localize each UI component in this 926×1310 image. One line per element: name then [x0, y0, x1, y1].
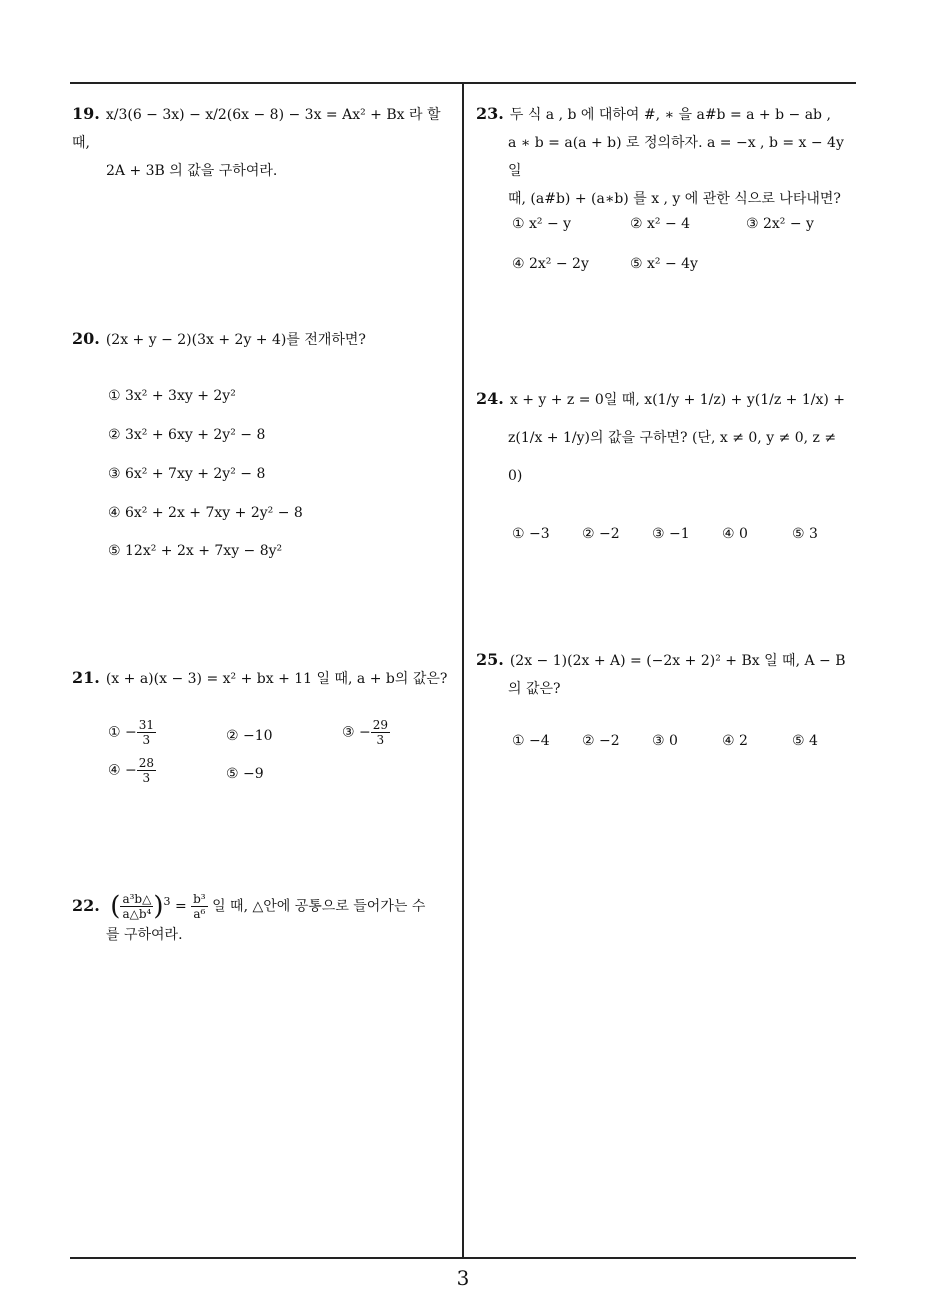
numerator: b³ — [193, 892, 206, 907]
option-2[interactable]: ② −10 — [226, 728, 273, 744]
question-stem-line3: 때, (a#b) + (a∗b) 를 x , y 에 관한 식으로 나타내면? — [508, 191, 841, 207]
numerator: 31 — [138, 718, 155, 732]
question-number: 20. — [72, 329, 100, 348]
option-mark: ③ − — [342, 724, 371, 741]
left-paren: ( — [110, 891, 121, 922]
question-stem-line2: 를 구하여라. — [106, 927, 183, 944]
option-4[interactable] — [108, 756, 156, 785]
question-19 — [72, 100, 456, 185]
lhs-fraction — [120, 892, 153, 921]
question-stem-line3: 0) — [508, 468, 523, 484]
question-stem: (2x + y − 2)(3x + 2y + 4)를 전개하면? — [105, 332, 366, 348]
option-3[interactable]: ③ 6x² + 7xy + 2y² − 8 — [108, 466, 266, 482]
question-stem: (x + a)(x − 3) = x² + bx + 11 일 때, a + b의 값은? — [105, 671, 448, 687]
question-stem-line2: a ∗ b = a(a + b) 로 정의하자. a = −x , b = x − 4y 일 — [508, 135, 844, 179]
option-3[interactable]: ③ −1 — [652, 526, 690, 542]
question-24 — [476, 380, 860, 495]
denominator: 3 — [142, 771, 151, 785]
option-3[interactable] — [342, 718, 390, 747]
option-mark: ④ − — [108, 762, 137, 779]
rhs-fraction — [191, 892, 208, 921]
question-stem: (2x − 1)(2x + A) = (−2x + 2)² + Bx 일 때, A − B — [509, 653, 846, 669]
option-3[interactable]: ③ 0 — [652, 733, 678, 749]
question-22: 22. ( $\frac{\text{a³b△}}{\text{a△b⁴}}$ )$^3$ = $\frac{\text{b³}}{\text{a⁶}}$ 일 때, △안에 공통으로 들어가는 수 를 구하여라. — [72, 888, 462, 949]
option-2[interactable]: ② 3x² + 6xy + 2y² − 8 — [108, 427, 266, 443]
option-mark: ① − — [108, 724, 137, 741]
question-stem-line2: z(1/x + 1/y)의 값을 구하면? (단, x ≠ 0, y ≠ 0, z ≠ — [508, 430, 837, 446]
right-paren: ) — [153, 891, 164, 922]
option-1[interactable]: ① 3x² + 3xy + 2y² — [108, 388, 236, 404]
question-number: 21. — [72, 668, 100, 687]
exponent: 3 — [163, 895, 171, 908]
question-21 — [72, 664, 456, 693]
option-1[interactable] — [108, 718, 156, 747]
option-2[interactable]: ② −2 — [582, 733, 620, 749]
question-stem-line2: 2A + 3B 의 값을 구하여라. — [106, 163, 278, 179]
denominator: 3 — [376, 733, 385, 747]
option-5[interactable]: ⑤ x² − 4y — [630, 256, 698, 272]
page-number: 3 — [456, 1266, 470, 1290]
question-number: 23. — [476, 104, 504, 123]
question-number: 25. — [476, 650, 504, 669]
question-stem: x/3(6 − 3x) − x/2(6x − 8) − 3x = Ax² + Bx 라 할 때, — [72, 107, 441, 151]
option-2[interactable]: ② x² − 4 — [630, 216, 691, 232]
option-5[interactable]: ⑤ −9 — [226, 766, 264, 782]
column-divider — [462, 83, 464, 1258]
question-stem-line2: 의 값은? — [508, 681, 561, 697]
option-1[interactable]: ① x² − y — [512, 216, 572, 232]
question-stem: 일 때, △안에 공통으로 들어가는 수 — [212, 898, 426, 915]
question-23 — [476, 100, 860, 213]
option-5[interactable]: ⑤ 4 — [792, 733, 818, 749]
option-3[interactable]: ③ 2x² − y — [746, 216, 814, 232]
denominator: 3 — [142, 733, 151, 747]
numerator: 29 — [372, 718, 389, 732]
fraction — [137, 756, 156, 785]
option-4[interactable]: ④ 2 — [722, 733, 748, 749]
question-number: 22. — [72, 895, 100, 915]
bottom-rule — [70, 1257, 856, 1259]
denominator: a⁶ — [193, 907, 206, 922]
option-2[interactable]: ② −2 — [582, 526, 620, 542]
option-4[interactable]: ④ 0 — [722, 526, 748, 542]
numerator: 28 — [138, 756, 155, 770]
question-stem: 두 식 a , b 에 대하여 #, ∗ 을 a#b = a + b − ab , — [509, 107, 831, 123]
question-stem: x + y + z = 0일 때, x(1/y + 1/z) + y(1/z + 1/x) + — [509, 392, 846, 408]
option-1[interactable]: ① −4 — [512, 733, 550, 749]
fraction — [137, 718, 156, 747]
fraction — [371, 718, 390, 747]
option-1[interactable]: ① −3 — [512, 526, 550, 542]
option-4[interactable]: ④ 6x² + 2x + 7xy + 2y² − 8 — [108, 505, 303, 521]
denominator: a△b⁴ — [122, 907, 152, 922]
option-5[interactable]: ⑤ 12x² + 2x + 7xy − 8y² — [108, 543, 283, 559]
numerator: a³b△ — [122, 892, 152, 907]
option-4[interactable]: ④ 2x² − 2y — [512, 256, 589, 272]
question-number: 24. — [476, 389, 504, 408]
question-number: 19. — [72, 104, 100, 123]
option-5[interactable]: ⑤ 3 — [792, 526, 818, 542]
question-20 — [72, 325, 456, 354]
question-25 — [476, 646, 860, 703]
